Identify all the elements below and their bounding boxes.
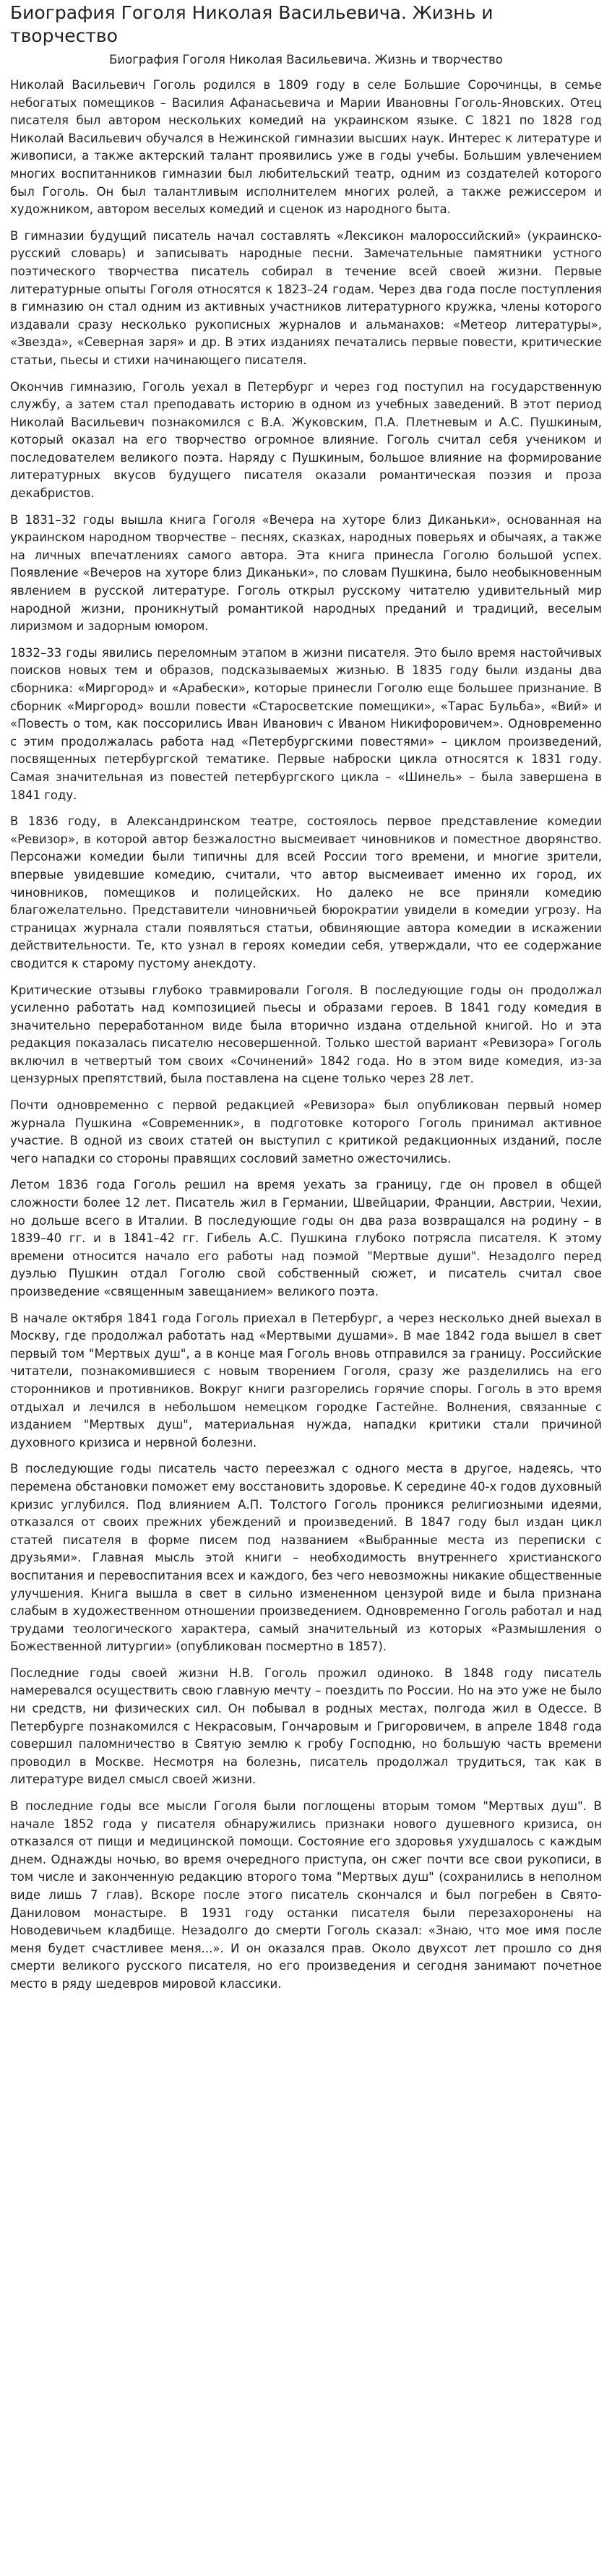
paragraph-last-years: Последние годы своей жизни Н.В. Гоголь прожил одиноко. В 1848 году писатель намеревался осуществить свою главную мечту – поездить по России. Но на это уже не было ни средств, ни физических сил. Он побывал в родных местах, полгода жил в Одессе. В Петербурге познакомился с Некрасовым, Гончаровым и Григоровичем, в апреле 1848 года совершил паломничество в Святую землю к гробу Господню, но большую часть времени проводил в Москве. Несмотря на болезнь, писатель продолжал трудиться, так как в литературе видел смысл своей жизни.	[10, 1666, 602, 1787]
paragraph-abroad: Летом 1836 года Гоголь решил на время уехать за границу, где он провел в общей сложности более 12 лет. Писатель жил в Германии, Швейцарии, Франции, Австрии, Чехии, но дольше всего в Италии. В последующие годы он два раза возвращался на родину – в 1839–40 гг. и в 1841–42 гг. Гибель А.С. Пушкина глубоко потрясла писателя. К этому времени относится начало его работы над поэмой "Мертвые души". Незадолго перед дуэлью Пушкин отдал Гоголю свой собственный сюжет, и писатель считал свое произведение «священным завещанием» великого поэта.	[10, 1178, 602, 1298]
article-subtitle: Биография Гоголя Николая Васильевича. Жизнь и творчество	[109, 53, 503, 66]
article-body	[10, 77, 602, 1994]
paragraph-sovremennik: Почти одновременно с первой редакцией «Ревизора» был опубликован первый номер журнала Пушкина «Современник», в подготовке которого Гоголь принимал активное участие. В одной из своих статей он выступил с критикой редакционных изданий, после чего нападки со стороны правящих сословий заметно ожесточились.	[10, 1098, 602, 1166]
paragraph-mirgorod: 1832–33 годы явились переломным этапом в жизни писателя. Это было время настойчивых поисков новых тем и образов, подсказываемых жизнью. В 1835 году были изданы два сборника: «Миргород» и «Арабески», которые принесли Гоголю еще большее признание. В сборник «Миргород» вошли повести «Старосветские помещики», «Тарас Бульба», «Вий» и «Повесть о том, как поссорились Иван Иванович с Иваном Никифоровичем». Одновременно с этим продолжалась работа над «Петербургскими повестями» – циклом произведений, посвященных петербургской тематике. Первые наброски цикла относятся к 1831 году. Самая значительная из повестей петербургского цикла – «Шинель» – была завершена в 1841 году.	[10, 645, 602, 802]
paragraph-dead-souls: В начале октября 1841 года Гоголь приехал в Петербург, а через несколько дней выехал в Москву, где продолжал работать над «Мертвыми душами». В мае 1842 года вышел в свет первый том "Мертвых душ", а в конце мая Гоголь вновь отправился за границу. Российские читатели, познакомившиеся с новым творением Гоголя, сразу же разделились на его сторонников и противников. Вокруг книги разгорелись горячие споры. Гоголь в это время отдыхал и лечился в небольшом немецком городке Гастейне. Волнения, связанные с изданием "Мертвых душ", материальная нужда, нападки критики стали причиной духовного кризиса и нервной болезни.	[10, 1311, 602, 1449]
paragraph-dikanka: В 1831–32 годы вышла книга Гоголя «Вечера на хуторе близ Диканьки», основанная на украинском народном творчестве – песнях, сказках, народных поверьях и обычаях, а также на личных впечатлениях самого автора. Эта книга принесла Гоголю большой успех. Появление «Вечеров на хуторе близ Диканьки», по словам Пушкина, было необыкновенным явлением в русской литературе. Гоголь открыл русскому читателю удивительный мир народной жизни, проникнутый романтикой народных преданий и традиций, веселым лиризмом и задорным юмором.	[10, 512, 602, 634]
paragraph-criticism: Критические отзывы глубоко травмировали Гоголя. В последующие годы он продолжал усиленно работать над композицией пьесы и образами героев. В 1841 году комедия в значительно переработанном виде была вторично издана отдельной книгой. Но и эта редакция показалась писателю несовершенной. Только шестой вариант «Ревизора» Гоголь включил в четвертый том своих «Сочинений» 1842 года. Но в этом виде комедия, из-за цензурных препятствий, была поставлена на сцене только через 28 лет.	[10, 983, 602, 1086]
paragraph-death: В последние годы все мысли Гоголя были поглощены вторым томом "Мертвых душ". В начале 1852 года у писателя обнаружились признаки нового душевного кризиса, он отказался от пищи и медицинской помощи. Состояние его здоровья ухудшалось с каждым днем. Однажды ночью, во время очередного приступа, он сжег почти все свои рукописи, в том числе и законченную редакцию второго тома "Мертвых душ" (сохранились в неполном виде лишь 7 глав). Вскоре после этого писатель скончался и был погребен в Свято-Даниловом монастыре. В 1931 году останки писателя были перезахоронены на Новодевичьем кладбище. Незадолго до смерти Гоголь сказал: «Знаю, что мое имя после меня будет счастливее меня...». И он оказался прав. Около двухсот лет прошло со дня смерти великого русского писателя, но его произведения и сегодня занимают почетное место в ряду шедевров мировой классики.	[10, 1799, 602, 1991]
page-title: Биография Гоголя Николая Васильевича. Жизнь и творчество	[10, 2, 494, 46]
paragraph-crisis: В последующие годы писатель часто переезжал с одного места в другое, надеясь, что перемена обстановки поможет ему восстановить здоровье. К середине 40-х годов духовный кризис углубился. Под влиянием А.П. Толстого Гоголь проникся религиозными идеями, отказался от своих прежних убеждений и произведений. В 1847 году был издан цикл статей писателя в форме писем под названием «Выбранные места из переписки с друзьями». Главная мысль этой книги – необходимость внутреннего христианского воспитания и перевоспитания всех и каждого, без чего невозможны никакие общественные улучшения. Книга вышла в свет в сильно измененном цензурой виде и была признана слабым в художественном отношении произведением. Одновременно Гоголь работал и над трудами теологического характера, самый значительный из которых «Размышления о Божественной литургии» (опубликован посмертно в 1857).	[10, 1462, 602, 1654]
paragraph-revizor: В 1836 году, в Александринском театре, состоялось первое представление комедии «Ревизор», в которой автор безжалостно высмеивает чиновников и поместное дворянство. Персонажи комедии были типичны для всей России того времени, и многие зрители, впервые увидевшие комедию, считали, что автор высмеивает именно их город, их чиновников, помещиков и полицейских. Но далеко не все приняли комедию благожелательно. Представители чиновничьей бюрократии увидели в комедии угрозу. На страницах журнала стали появляться статьи, обвиняющие автора комедии в искажении действительности. Те, кто узнал в героях комедии себя, утверждали, что ее содержание сводится к старому пустому анекдоту.	[10, 814, 602, 970]
paragraph-childhood: Николай Васильевич Гоголь родился в 1809 году в селе Большие Сорочинцы, в семье небогатых помещиков – Василия Афанасьевича и Марии Ивановны Гоголь-Яновских. Отец писателя был автором нескольких комедий на украинском языке. С 1821 по 1828 год Николай Васильевич обучался в Нежинской гимназии высших наук. Интерес к литературе и живописи, а также актерский талант проявились уже в годы учебы. Большим увлечением многих воспитанников гимназии был любительский театр, одним из создателей которого был Гоголь. Он был талантливым исполнителем многих ролей, а также режиссером и художником, автором веселых комедий и сценок из народного быта.	[10, 78, 602, 217]
paragraph-petersburg: Окончив гимназию, Гоголь уехал в Петербург и через год поступил на государственную службу, а затем стал преподавать историю в одном из учебных заведений. В этот период Николай Васильевич познакомился с В.А. Жуковским, П.А. Плетневым и А.С. Пушкиным, который оказал на его творчество огромное влияние. Гоголь считал себя учеником и последователем великого поэта. Наряду с Пушкиным, большое влияние на формирование литературных вкусов будущего писателя оказали романтическая поэзия и проза декабристов.	[10, 379, 602, 501]
paragraph-gymnasium: В гимназии будущий писатель начал составлять «Лексикон малороссийский» (украинско-русский словарь) и записывать народные песни. Замечательные памятники устного поэтического творчества писатель собирал в течение всей своей жизни. Первые литературные опыты Гоголя относятся к 1823–24 годам. Через два года после поступления в гимназию он стал одним из активных участников литературного кружка, члены которого издавали сразу несколько рукописных журналов и альманахов: «Метеор литературы», «Звезда», «Северная заря» и др. В этих изданиях печатались первые повести, критические статьи, пьесы и стихи начинающего писателя.	[10, 228, 602, 367]
